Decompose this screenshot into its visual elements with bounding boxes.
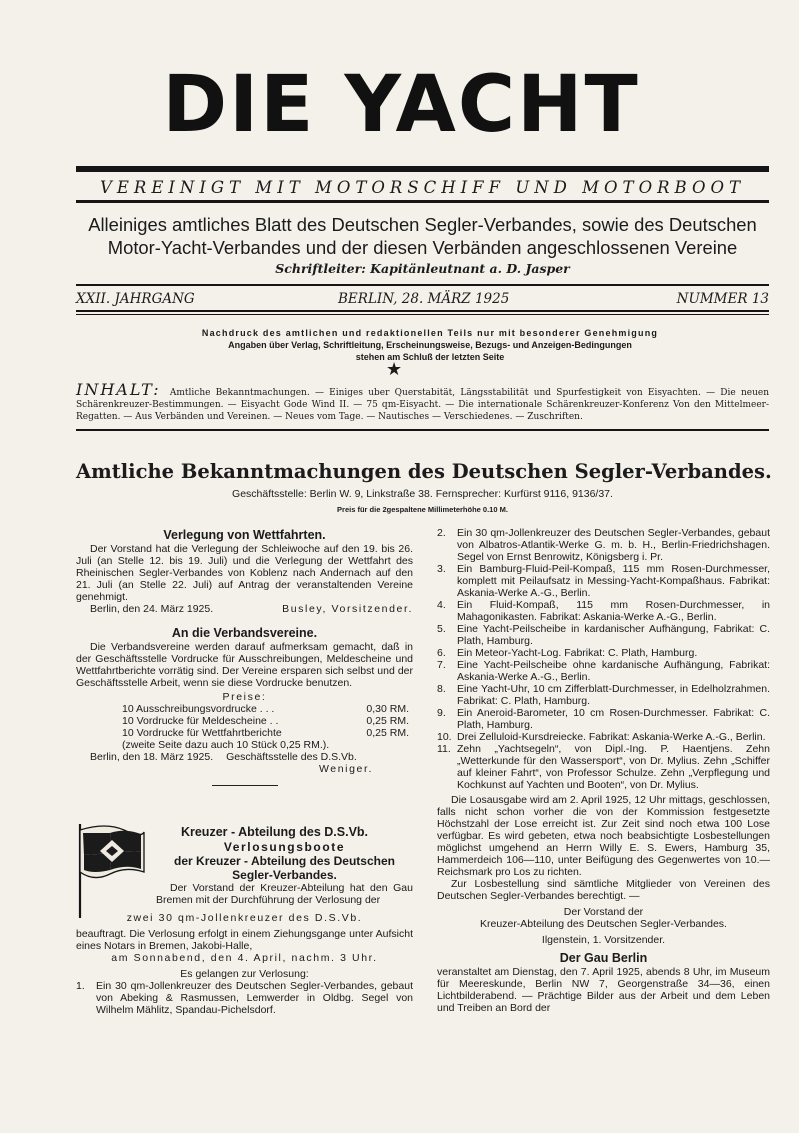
verlegung-signature xyxy=(76,603,413,615)
kreuzer-boats: zwei 30 qm-Jollenkreuzer des D.S.Vb. xyxy=(126,912,363,924)
kreuzer-text-1: Der Vorstand der Kreuzer-Abteilung hat den Gau Bremen mit der Durchführung der Verlosung der xyxy=(156,882,413,906)
list-item-text: Ein 30 qm-Jollenkreuzer des Deutschen Segler-Verbandes, gebaut von Abeking & Rasmussen, Lemwerder in Oldbg. Segel von Wilhelm Mählitz, Spandau-Pichelsdorf. xyxy=(96,980,413,1016)
dateline-rule-bottom-2 xyxy=(76,314,769,315)
verbandsvereine-office: Geschäftsstelle des D.S.Vb. xyxy=(226,751,357,763)
list-item-number: 7. xyxy=(437,659,446,671)
list-item-text: Ein Bamburg-Fluid-Peil-Kompaß, 115 mm Rosen-Durchmesser, komplett mit Peilaufsatz in Messing-Yacht-Kompaßhaus. Fabrikat: Askania-Werke A.-G., Berlin. xyxy=(457,563,770,599)
notice-line-2: Angaben über Verlag, Schriftleitung, Erscheinungsweise, Bezugs- und Anzeigen-Bedingungen xyxy=(228,340,632,350)
kreuzer-date: am Sonnabend, den 4. April, nachm. 3 Uhr. xyxy=(111,952,378,964)
lottery-eligibility: Zur Losbestellung sind sämtliche Mitglieder von Vereinen des Deutschen Segler-Verbandes berechtigt. — xyxy=(437,878,770,902)
price-row xyxy=(76,703,413,715)
price-row xyxy=(76,715,413,727)
list-item xyxy=(437,647,770,659)
section-title-kreuzer: Kreuzer - Abteilung des D.S.Vb. xyxy=(180,825,369,839)
list-item xyxy=(437,683,770,707)
list-item-text: Eine Yacht-Peilscheibe in kardanischer Aufhängung, Fabrikat: C. Plath, Hamburg. xyxy=(457,623,770,647)
verlegung-date: Berlin, den 24. März 1925. xyxy=(90,603,214,615)
list-item xyxy=(437,659,770,683)
kreuzer-subtitle-2: der Kreuzer - Abteilung des Deutschen xyxy=(174,854,395,868)
list-item-number: 3. xyxy=(437,563,446,575)
price-item: 10 Ausschreibungsvordrucke . . . xyxy=(122,703,275,715)
price-value: 0,25 RM. xyxy=(366,727,409,739)
contents-section xyxy=(76,380,769,423)
list-item-number: 2. xyxy=(437,527,446,539)
kreuzer-subtitle-1: Verlosungsboote xyxy=(223,840,346,854)
gau-berlin-text: veranstaltet am Dienstag, den 7. April 1925, abends 8 Uhr, im Museum für Meereskunde, Berlin NW 7, Georgenstraße 34—36, einen Lichtbilderabend. — Prächtige Bilder aus der Arbeit und dem Leben und Treiben an Bord der xyxy=(437,966,770,1014)
section-title-gau-berlin: Der Gau Berlin xyxy=(559,951,648,965)
contents-label: INHALT: xyxy=(76,380,161,399)
list-item xyxy=(437,563,770,599)
lottery-sign-2: Kreuzer-Abteilung des Deutschen Segler-Verbandes. xyxy=(480,918,727,930)
section-divider xyxy=(212,785,278,786)
kreuzer-subtitle xyxy=(76,840,413,882)
kreuzer-text-2: beauftragt. Die Verlosung erfolgt in einem Ziehungsgange unter Aufsicht eines Notars in Bremen, Jakobi-Halle, xyxy=(76,928,413,952)
list-item-number: 11. xyxy=(437,743,451,755)
lottery-text: Die Losausgabe wird am 2. April 1925, 12 Uhr mittags, geschlossen, falls nicht schon vorher die von der Kommission festgesetzte Höchstzahl der Lose erreicht ist. Zur Zeit sind noch etwa 100 Lose verfügbar. Es wird gebeten, etwa noch beabsichtigte Losbestellungen möglichst umgehend an Herrn Willy E. S. Ewers, Hamburg 35, Hammerdeich 106—110, unter Beifügung des Gegenwertes von 10.— Reichsmark pro Los zu richten. xyxy=(437,794,770,878)
right-column xyxy=(437,527,770,1014)
contents-text: Amtliche Bekanntmachungen. — Einiges uber Querstabität, Längsstabilität und Spurfestigkeit von Eisyachten. — Die neuen Schärenkreuzer-Bestimmungen. — Eisyacht Gode Wind II. — 75 qm-Eisyacht. — Die internationale Schärenkreuzer-Konferenz Von den Mittelmeer-Regatten. — Aus Verbänden und Vereinen. — Neues vom Tage. — Nautisches — Verschiedenes. — Zuschriften. xyxy=(76,388,769,422)
issue-date: BERLIN, 28. MÄRZ 1925 xyxy=(338,291,510,307)
section-title-verlegung: Verlegung von Wettfahrten. xyxy=(163,528,326,542)
ad-price: Preis für die 2gespaltene Millimeterhöhe 0.10 M. xyxy=(337,505,508,514)
verbandsvereine-text: Die Verbandsvereine werden darauf aufmerksam gemacht, daß in der Geschäftsstelle Vordrucke für Ausschreibungen, Meldescheine und Wettfahrtberichte vorrätig sind. Der Vereine ersparen sich selbst und der Geschäftsstelle Arbeit, wenn sie diese Vordrucke benutzen. xyxy=(76,641,413,689)
list-item-text: Eine Yacht-Uhr, 10 cm Zifferblatt-Durchmesser, in Edelholzrahmen. Fabrikat: C. Plath, Hamburg. xyxy=(457,683,770,707)
price-value: 0,30 RM. xyxy=(366,703,409,715)
prices-label: Preise: xyxy=(222,691,267,703)
price-row xyxy=(76,727,413,739)
list-item-number: 9. xyxy=(437,707,446,719)
list-item-text: Ein Aneroid-Barometer, 10 cm Rosen-Durchmesser. Fabrikat: C. Plath, Hamburg. xyxy=(457,707,770,731)
list-item-number: 6. xyxy=(437,647,446,659)
list-item-number: 1. xyxy=(76,980,85,992)
verlegung-signer: Busley, Vorsitzender. xyxy=(282,603,413,615)
notice-line-3: stehen am Schluß der letzten Seite xyxy=(355,352,505,362)
list-item xyxy=(76,980,413,1016)
lottery-sign-3: Ilgenstein, 1. Vorsitzender. xyxy=(541,934,666,946)
masthead-subtitle: VEREINIGT MIT MOTORSCHIFF UND MOTORBOOT xyxy=(99,178,746,197)
star-ornament: ★ xyxy=(386,359,403,380)
list-item xyxy=(437,731,770,743)
verbandsvereine-signature xyxy=(76,751,413,763)
reprint-notice xyxy=(160,327,700,363)
list-item-text: Ein Fluid-Kompaß, 115 mm Rosen-Durchmesser, in Mahagonikasten. Fabrikat: Askania-Werke A.-G., Berlin. xyxy=(457,599,770,623)
list-item-text: Eine Yacht-Peilscheibe ohne kardanische Aufhängung, Fabrikat: Askania-Werke A.-G., Berlin. xyxy=(457,659,770,683)
notice-line-1: Nachdruck des amtlichen und redaktionellen Teils nur mit besonderer Genehmigung xyxy=(201,328,659,338)
issue-number: NUMMER 13 xyxy=(676,291,769,307)
verlegung-text: Der Vorstand hat die Verlegung der Schleiwoche auf den 19. bis 26. Juli (an Stelle 12. bis 19. Juli) und die Verlegung der Wettfahrt des Rheinischen Segler-Verbandes von Koblenz nach Andernach auf den 21. Juli (an Stelle 22. Juli) auf Antrag der veranstaltenden Vereine genehmigt. xyxy=(76,543,413,603)
list-item xyxy=(437,623,770,647)
verbandsvereine-signer: Weniger. xyxy=(318,763,373,775)
masthead-rule-top xyxy=(76,166,769,172)
official-line-1: Alleiniges amtliches Blatt des Deutschen Segler-Verbandes, sowie des Deutschen xyxy=(88,214,757,235)
lottery-sign-1: Der Vorstand der xyxy=(563,906,644,918)
list-item-number: 8. xyxy=(437,683,446,695)
masthead-title: DIE YACHT xyxy=(162,60,640,150)
kreuzer-section xyxy=(76,824,413,1016)
announcement-title: Amtliche Bekanntmachungen des Deutschen Segler-Verbandes. xyxy=(76,460,772,483)
prize-list xyxy=(437,527,770,791)
section-title-verbandsvereine: An die Verbandsvereine. xyxy=(171,626,318,640)
dateline-rule-bottom-1 xyxy=(76,310,769,312)
list-item xyxy=(437,599,770,623)
masthead-rule-bottom xyxy=(76,200,769,203)
list-item-text: Ein Meteor-Yacht-Log. Fabrikat: C. Plath, Hamburg. xyxy=(457,647,698,659)
list-item-text: Ein 30 qm-Jollenkreuzer des Deutschen Segler-Verbandes, gebaut von Albatros-Atlantik-Werke G. m. b. H., Berlin-Friedrichshagen. Segel von Ernst Benrowitz, Königsberg i. Pr. xyxy=(457,527,770,563)
list-item-number: 10. xyxy=(437,731,452,743)
official-statement xyxy=(76,213,769,259)
office-address: Geschäftsstelle: Berlin W. 9, Linkstraße 38. Fernsprecher: Kurfürst 9116, 9136/37. xyxy=(232,488,613,500)
volume-label: XXII. JAHRGANG xyxy=(76,291,195,307)
kreuzer-subtitle-3: Segler-Verbandes. xyxy=(232,868,337,882)
list-item xyxy=(437,707,770,731)
price-item: 10 Vordrucke für Wettfahrtberichte xyxy=(122,727,282,739)
contents-rule xyxy=(76,429,769,431)
official-line-2: Motor-Yacht-Verbandes und der diesen Verbänden angeschlossenen Vereine xyxy=(107,237,738,258)
kreuzer-list-label: Es gelangen zur Verlosung: xyxy=(180,968,309,980)
list-item xyxy=(437,743,770,791)
list-item-number: 4. xyxy=(437,599,446,611)
price-value: 0,25 RM. xyxy=(366,715,409,727)
left-column xyxy=(76,527,413,791)
list-item-text: Drei Zelluloid-Kursdreiecke. Fabrikat: Askania-Werke A.-G., Berlin. xyxy=(457,731,766,743)
list-item-number: 5. xyxy=(437,623,446,635)
list-item xyxy=(437,527,770,563)
editor-line: Schriftleiter: Kapitänleutnant a. D. Jasper xyxy=(275,261,570,276)
dateline-rule-top xyxy=(76,284,769,286)
verbandsvereine-date: Berlin, den 18. März 1925. xyxy=(90,751,214,763)
list-item-text: Zehn „Yachtsegeln“, von Dipl.-Ing. P. Haentjens. Zehn „Wetterkunde für den Wassersport“, von Dr. Mylius. Zehn „Schiffer auf kleiner Fahrt“, von Professor Schulze. Zehn „Verpflegung und Kochkunst auf Yachten und Booten“, von Dr. Mylius. xyxy=(457,743,770,791)
price-note: (zweite Seite dazu auch 10 Stück 0,25 RM.). xyxy=(122,739,330,751)
kreuzer-prize-list xyxy=(76,980,413,1016)
price-item: 10 Vordrucke für Meldescheine . . xyxy=(122,715,279,727)
